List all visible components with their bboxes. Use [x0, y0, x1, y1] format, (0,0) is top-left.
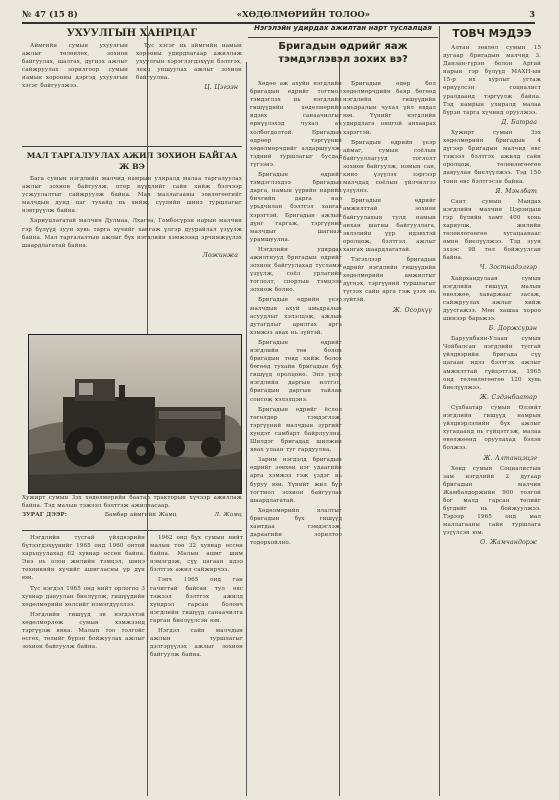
- article-body: [343, 80, 436, 315]
- paragraph: Бага сумын нэгдлийн малчид намрын улиралд малаа таргалуулах ажлыг зохион байгуулж, отор нүүдлийг сайн хийж бэлчээр усжуулалтыг сайжруулж байна. Мал маллагааны зөвлөгөөгийг малчдын дунд цаг тухайд нь хийж, сүүлийн шинэ туршлагыг нэвтрүүлж байна.: [22, 176, 242, 215]
- article-brigade-title-block: [250, 40, 436, 78]
- column-rule: [246, 62, 247, 796]
- paragraph: Бригадын өдрийн үеэр аймаг, сумын соёлын байгууллагууд тоглолт зохион байгуулж, номын сан, кино үзүүлэх зэргээр малчдад соёлын үйлчилгээ үзүүлнэ.: [343, 139, 436, 195]
- caption-line: [22, 511, 242, 519]
- paragraph: Бригадын өдрийн үеэр малчдын ахуй амьдралын асуудлыг хэлэлцэж, ажлын дутагдлыг арилгах арга хэмжээ авах нь зүйтэй.: [250, 297, 342, 336]
- brief-item: [443, 404, 541, 463]
- author-signature: Ч. Зостнадэлгэр: [479, 264, 537, 272]
- article-left-lower-cont: [150, 534, 243, 789]
- paragraph: Зарим нэгдэлд бригадын өдрийг зөвхөн нэг удаагийн арга хэмжээ гэж үздэг нь буруу юм. Үүнийг жил бүр тогтмол зохион байгуулах шаардлагатай.: [250, 457, 342, 504]
- brief-item: [443, 335, 541, 402]
- author-signature: Ж. Сэдэнбаатар: [479, 393, 537, 401]
- column-rule: [439, 26, 440, 796]
- brief-item: [443, 465, 541, 548]
- article-title: МАЛ ТАРГАЛУУЛАХ АЖИЛ ЗОХИОН БАЙГАА Ж ВЭ: [26, 151, 238, 171]
- paragraph: Аймгийн сумын ухуулгын ажлыг төлөвлөх, зохион байгуулах, шалгах, дүгнэх ажлыг сайжруулах зорилгоор сумын намын хорооны дэргэд ухуулгын хэсэг байгуулжээ.: [22, 43, 128, 90]
- brief-text: Хужирт сумын Зэх хөдөлмөрийн бригадын 4 дүгээр бригадын малчид өвс тэжээл бэлтгэх ажилд сайн оролцож, төлөвлөгөөгөө давуулан биелүүлжээ. Тэд 150 тонн өвс бэлтгэсэн байна.: [443, 129, 541, 185]
- brief-text: Алтан зөвлөл сумын 15 дугаар бригадын малчид 3. Данзан-гүрэн болон Аргай нарын гэр бүлүүд МАХН-ын 15-р их хурлыг угтаж өрнүүлсэн социалист уралдаанд тэргүүлж байна. Тэд намрын улиралд малаа бүрэн тарга хүчинд оруулжээ.: [443, 45, 541, 116]
- paragraph: Бригадын өдрийг амжилттай зохион байгуулахын тулд намын анхан шатны байгууллага, эвлэлийн үүр идэвхтэй оролцож, бэлтгэл ажлыг хангах шаардлагатай.: [343, 198, 436, 253]
- banner-text: Нэгэлэйн удирдах ажилтан нарт туслалцая: [254, 24, 432, 32]
- page-header: [22, 6, 535, 24]
- brief-text: Хайрхандулаан сумын нэгдлийн гишүүд малын өвөлжөө, хаваржааг засаж, сайжруулах ажлыг хийж дуусгажээ. Мөн хашаа хороо шинээр барьжээ.: [443, 275, 541, 322]
- article-body: [22, 175, 242, 260]
- author-signature: Л. Жамц: [214, 512, 242, 518]
- author-signature: Д. Батраа: [501, 118, 537, 126]
- paragraph: Бригадын өдрийг нэгдлийн төв болон бригадын төвд хийж болох бөгөөд тухайн бригадын бүх гишүүд оролцоно. Энэ үеэр нэгдлийн даргын илтгэл, бригадын даргын тайлан сонсож хэлэлцэнэ.: [250, 339, 342, 403]
- banner: [248, 24, 438, 36]
- author-signature: Ж. Алтанцэцэг: [483, 454, 537, 462]
- page-number: 3: [529, 10, 535, 20]
- article-body: [22, 534, 145, 651]
- article-title: Бригадын өдрийг яаж тэмдэглэвэл зохих вэ?: [278, 41, 408, 65]
- paragraph: Нэгдлийн тусгай үйлдвэрийн бүтээгдэхүүнийг 1965 онд 1960 онтой харьцуулахад 62 хувиар өссөн байна. Энэ нь олон жилийн тэмцэл, шинэ техникийн хүчийг ашигласны үр дүн юм.: [22, 535, 145, 582]
- photo-label: ЗУРАГ ДЭЭР:: [22, 512, 67, 518]
- brief-text: Сант сумын Мандах нэгдлийн малчин Цэрэндаш гэр бүлийн хамт 400 хонь хариулж, жилийн төлөвлөгөөгөө хугацаанаас өмнө биелүүлжээ. Тэд зуун эхээс 98 төл бойжуулсан байна.: [443, 198, 541, 262]
- brief-text: Баруунбаян-Улаан сумын Чойбалсан нэгдлийн тусгай үйлдвэрийн бригада сүү цагаан идээ бэлтгэх ажлыг амжилттай гүйцэтгэж, 1965 онд төлөвлөгөөгөө 120 хувь биелүүлжээ.: [443, 336, 541, 391]
- article-body: [150, 534, 243, 659]
- paragraph: Бригадын өдөр бол хөдөлмөрчдийн баяр бөгөөд нэгдлийн гишүүдийн амьдралын чухал үйл явдал юм. Үүнийг нэгдлийн удирдлага онцгой анхаарах хэрэгтэй.: [343, 81, 436, 136]
- article-ukhuulga: [22, 28, 242, 145]
- article-left-lower: [22, 534, 145, 789]
- article-brigade-col1: [250, 80, 342, 790]
- brief-item: [443, 275, 541, 334]
- section-title: ТОВЧ МЭДЭЭ: [452, 28, 532, 40]
- article-title: УХУУЛГЫН ХАНРЦАГ: [66, 28, 198, 39]
- caption-text: Хужирт сумын Зэх хөдөлмөрийн баатар тракторын хүчээр ажиллаж байна. Тэд малын тэжээл бэлтгэж ажилласаар.: [22, 495, 242, 510]
- news-briefs: [443, 28, 541, 792]
- author-signature: О. Жамчандорж: [480, 539, 537, 547]
- article-body: [250, 80, 342, 547]
- brief-text: Хөвд сумын Социалистын зам нэгдлийн 2 дугаар бригадын малчин Жамбалдоржийн 900 толгой бог малд гарсан төлийг бүгдийг нь бойжуулжээ. Тэрээр 1965 онд мал маллагааны сайн туршлага үзүүлсэн юм.: [443, 465, 541, 537]
- caption-signature-row: [22, 511, 242, 529]
- paragraph: Бригадын өдрийг тэмдэглэхдээ бригадын дарга, намын үүрийн нарийн бичгийн дарга нар урьдчилан бэлтгэл хангах хэрэгтэй. Бригадын ажлын дүнг гаргаж, тэргүүний малчдыг шагнаж урамшуулна.: [250, 172, 342, 243]
- paragraph: Хөдөлмөрийн ялалтыг бригадын бүх гишүүд хамтдаа тэмдэглэж, дараагийн зорилтоо тодорхойлно.: [250, 507, 342, 547]
- brief-item: [443, 129, 541, 196]
- photo-image: [29, 335, 241, 493]
- paragraph: Бригадын өдрийг ёслол төгөлдөр тэмдэглэж, тэргүүний малчдын зургийг хүндэт самбарт байрлуулна. Шилдэг бригадад шилжин явах улаан туг гардуулна.: [250, 406, 342, 454]
- paragraph: Гэвч 1965 онд ган гачигтай байсан тул өвс тэжээл бэлтгэх ажилд хүндрэл гарсан боловч нэгдлийн гишүүд санаачилга гарган биелүүлсэн юм.: [150, 577, 243, 624]
- paragraph: Нэгдлийн гишүүд эв нэгдэлтэй хөдөлмөрлөж сумын хэмжээнд тэргүүлж явна. Малын тоо толгойг өсгөх, төлийг бүрэн бойжуулах ажлыг зохион байгуулж байна.: [22, 611, 145, 651]
- article-brigade-col2: [343, 80, 436, 790]
- banner-rule: [248, 37, 438, 38]
- author-signature: Ложинжа: [202, 251, 238, 259]
- section-divider: [22, 146, 242, 147]
- author-signature: Ж. Осорхүү: [392, 306, 432, 314]
- paragraph: Нэгдэл сайн малчдын ажлын туршлагыг дэлгэрүүлэх ажлыг зохион байгуулж байна.: [150, 628, 243, 659]
- author-signature: Ц. Цэгээн: [204, 84, 238, 92]
- photo-credit: Бамбар аймгийн Жамц: [104, 512, 177, 518]
- article-body: [22, 42, 242, 94]
- paragraph: Тус хэсэг нь аймгийн намын хорооны удирдлагаар ажиллаж ухуулгын хэрэглэгдэхүүн бэлтгэх, лекц уншуулах ажлыг зохион байгуулна.: [136, 43, 242, 82]
- paragraph: Хариуцлагатай малчин Дулмаа, Лхагва, Гомбосүрэн нарын малчин гэр бүлүүд зуун хувь тарга хүчийг хангаж үлгэр дуурайлал үзүүлж байна. Мал таргалалтын ажлыг бүх нэгдлийн хэмжээнд эрчимжүүлэх шаардлагатай байна.: [22, 218, 242, 249]
- paragraph: Тэгэхлээр бригадын өдрийг нэгдлийн гишүүдийн хөдөлмөрийн амжилтыг дүгнэх, тэргүүний туршлагыг түгээх сайн арга гэж үзэх нь зүйтэй.: [343, 256, 436, 304]
- paragraph: 1962 онд бүх сумын нийт малын тоо 32 хувиар өссөн байна. Малын ашиг шим нэмэгдэж, сүү цагаан идээ бэлтгэх ажил сайжирчээ.: [150, 535, 243, 574]
- brief-item: [443, 198, 541, 273]
- paragraph: Хөдөө аж ахуйн нэгдлийн бригадын өдрийг тогтмол тэмдэглэх нь нэгдлийн гишүүдийн хөдөлмөрийн идэвх санаачилгыг өрнүүлэхэд чухал ач холбогдолтой. Бригадын өдрөөр тэргүүний хөдөлмөрчдийг алдаршуулж, тэдний туршлагыг бусдад түгээнэ.: [250, 81, 342, 168]
- author-signature: Я. Мэнлбат: [495, 187, 537, 195]
- article-mal-targaluulakh: [22, 150, 242, 330]
- author-signature: Б. Доржсүрэн: [488, 325, 537, 333]
- section-divider: [22, 530, 242, 531]
- paragraph: Тус нэгдэл 1965 онд нийт орлогоо 3 хувиар давуулан биелүүлж, гишүүдийн хөдөлмөрийн хөлсийг нэмэгдүүллээ.: [22, 585, 145, 608]
- brief-text: Сүхбаатар сумын Өлзийт нэгдлийн гишүүд намрын үйлдвэрлэлийн бүх ажлыг хугацаанд нь гүйцэтгэж, малаа өвөлжөөнд оруулахад бэлэн болжээ.: [443, 404, 541, 452]
- paragraph: Нэгдлийн удирдах ажилтнууд бригадын өдрийг зохион байгуулахад тусламж үзүүлж, соёл урлагийн тоглолт, спортын тэмцээн зохиож болно.: [250, 246, 342, 294]
- tractor-photo: [28, 334, 242, 494]
- issue-number: № 47 (15 8): [22, 10, 78, 20]
- newspaper-title: «ХӨДӨЛМӨРИЙН ТОЛОО»: [236, 10, 371, 20]
- brief-item: [443, 44, 541, 127]
